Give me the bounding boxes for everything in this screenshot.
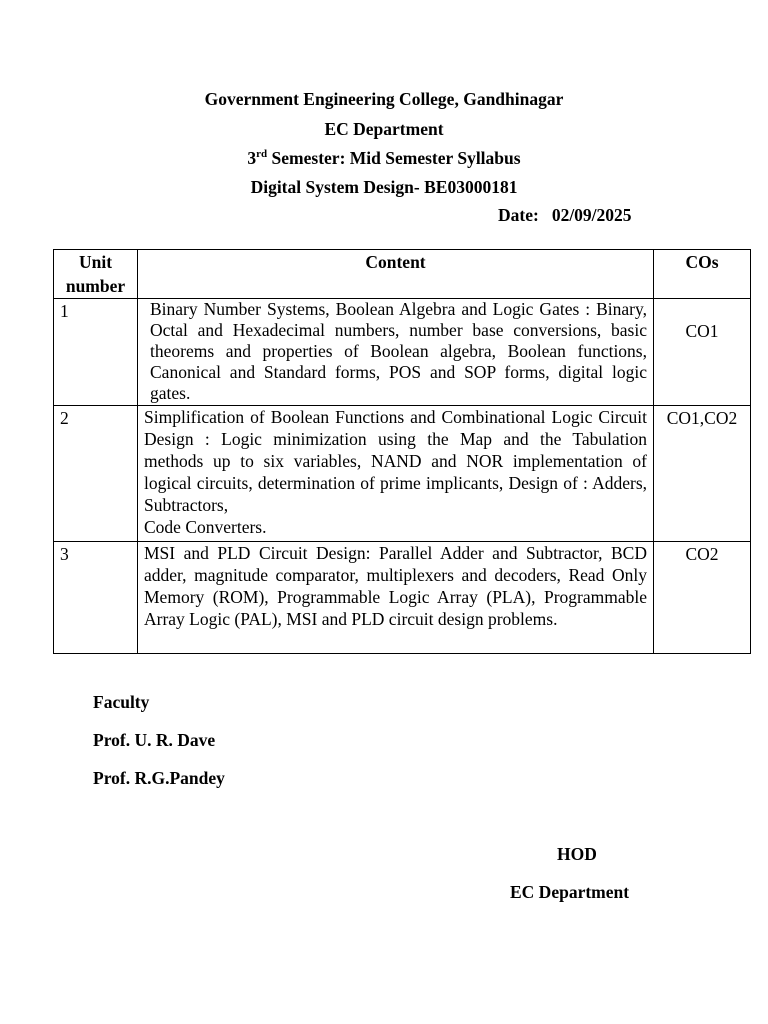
college-name: Government Engineering College, Gandhinagar [204, 89, 564, 109]
cos-cell [654, 406, 751, 542]
unit-number-cell: 3 [54, 542, 138, 654]
header-content: Content [138, 250, 654, 299]
syllabus-table [53, 249, 751, 654]
content-cell: MSI and PLD Circuit Design: Parallel Adder and Subtractor, BCD adder, magnitude comparator, multiplexers and decoders, Read Only Memory (ROM), Programmable Logic Array (PLA), Programmable Array Logic (PAL), MSI and PLD circuit design problems. [138, 542, 654, 654]
header-cos: COs [654, 250, 751, 299]
semester-number: 3 [247, 148, 257, 168]
date-value: 02/09/2025 [551, 205, 632, 225]
header-unit-line1: Unit [78, 252, 113, 272]
semester-title [0, 147, 768, 169]
content-text: Simplification of Boolean Functions and Combinational Logic Circuit Design : Logic minimization using the Map and the Tabulation methods up to six variables, NAND and NOR implementation of logical circuits, determination of prime implicants, Design of : Adders, Subtractors, [144, 407, 647, 515]
faculty-member: Prof. U. R. Dave [93, 730, 216, 750]
table-header-row [54, 250, 751, 299]
content-cell: Binary Number Systems, Boolean Algebra and Logic Gates : Binary, Octal and Hexadecimal numbers, number base conversions, basic theorems and properties of Boolean algebra, Boolean functions, Canonical and Standard forms, POS and SOP forms, digital logic gates. [138, 299, 654, 406]
cos-value: CO1 [685, 321, 719, 341]
faculty-label: Faculty [93, 692, 150, 712]
header-unit-line2: number [65, 276, 126, 296]
cos-cell [654, 542, 751, 654]
semester-suffix: rd [256, 148, 268, 161]
content-cell [138, 406, 654, 542]
table-row [54, 299, 751, 406]
cos-value: CO2 [685, 544, 719, 564]
date-line [498, 204, 632, 226]
table-row [54, 406, 751, 542]
course-title: Digital System Design- BE03000181 [250, 177, 518, 197]
table-row [54, 542, 751, 654]
cos-value: CO1,CO2 [666, 408, 738, 428]
content-last-line: Code Converters. [144, 517, 267, 537]
hod-department: EC Department [510, 882, 630, 902]
unit-number-cell: 2 [54, 406, 138, 542]
header-unit-number [54, 250, 138, 299]
semester-text: Semester: Mid Semester Syllabus [267, 148, 521, 168]
unit-number-cell: 1 [54, 299, 138, 406]
hod-title: HOD [557, 844, 597, 864]
faculty-member: Prof. R.G.Pandey [93, 768, 225, 788]
date-label: Date: [498, 205, 539, 225]
cos-cell [654, 299, 751, 406]
department-name: EC Department [324, 119, 444, 139]
